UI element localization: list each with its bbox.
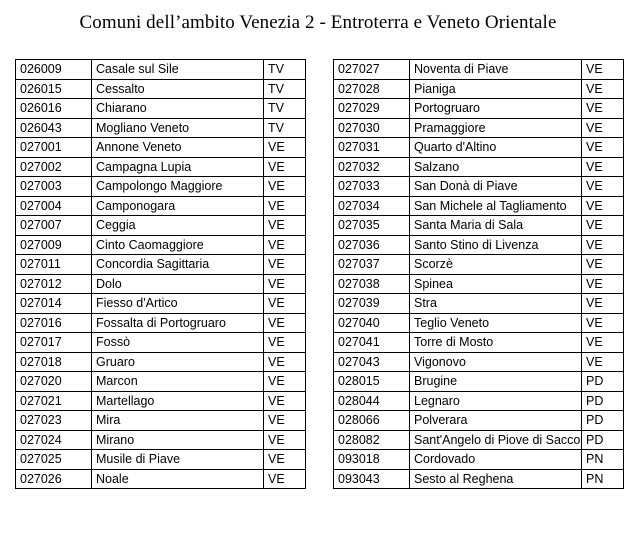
province-cell: VE [264,391,306,411]
istat-code-cell: 027040 [334,313,410,333]
istat-code-cell: 027028 [334,79,410,99]
istat-code-cell: 027021 [16,391,92,411]
istat-code-cell: 027018 [16,352,92,372]
comune-name-cell: Marcon [92,372,264,392]
province-cell: VE [264,352,306,372]
province-cell: VE [582,216,624,236]
province-cell: VE [582,138,624,158]
province-cell: PD [582,391,624,411]
province-cell: VE [582,313,624,333]
province-cell: VE [264,196,306,216]
table-row [16,79,306,99]
comune-name-cell: Cordovado [410,450,582,470]
comune-name-cell: Sant'Angelo di Piove di Sacco [410,430,582,450]
istat-code-cell: 027002 [16,157,92,177]
istat-code-cell: 027039 [334,294,410,314]
province-cell: VE [582,294,624,314]
comune-name-cell: Brugine [410,372,582,392]
istat-code-cell: 027038 [334,274,410,294]
table-row [334,333,624,353]
comune-name-cell: Pianiga [410,79,582,99]
comune-name-cell: Salzano [410,157,582,177]
comune-name-cell: Fiesso d'Artico [92,294,264,314]
comune-name-cell: Cinto Caomaggiore [92,235,264,255]
comune-name-cell: Ceggia [92,216,264,236]
comune-name-cell: San Donà di Piave [410,177,582,197]
province-cell: VE [582,99,624,119]
table-row [16,235,306,255]
istat-code-cell: 027037 [334,255,410,275]
istat-code-cell: 026016 [16,99,92,119]
comune-name-cell: Campagna Lupia [92,157,264,177]
table-row [16,216,306,236]
province-cell: VE [582,118,624,138]
province-cell: VE [264,313,306,333]
table-row [16,352,306,372]
province-cell: VE [264,450,306,470]
istat-code-cell: 027024 [16,430,92,450]
province-cell: PD [582,430,624,450]
table-row [334,118,624,138]
table-row [16,469,306,489]
table-row [334,177,624,197]
province-cell: TV [264,60,306,80]
table-row [334,411,624,431]
istat-code-cell: 027043 [334,352,410,372]
province-cell: VE [582,274,624,294]
comune-name-cell: Noale [92,469,264,489]
table-row [16,138,306,158]
province-cell: VE [264,274,306,294]
table-row [334,372,624,392]
table-row [334,274,624,294]
istat-code-cell: 027025 [16,450,92,470]
table-row [16,177,306,197]
province-cell: VE [264,411,306,431]
comune-name-cell: Mogliano Veneto [92,118,264,138]
istat-code-cell: 027033 [334,177,410,197]
province-cell: VE [264,177,306,197]
province-cell: VE [264,333,306,353]
istat-code-cell: 027026 [16,469,92,489]
istat-code-cell: 027034 [334,196,410,216]
comuni-table-left [15,59,306,489]
comune-name-cell: Mirano [92,430,264,450]
istat-code-cell: 026015 [16,79,92,99]
table-row [334,294,624,314]
province-cell: VE [264,235,306,255]
table-row [16,99,306,119]
comune-name-cell: Santo Stino di Livenza [410,235,582,255]
table-row [334,138,624,158]
province-cell: VE [582,79,624,99]
istat-code-cell: 027009 [16,235,92,255]
province-cell: VE [582,177,624,197]
province-cell: VE [264,138,306,158]
province-cell: VE [264,255,306,275]
comune-name-cell: Teglio Veneto [410,313,582,333]
province-cell: VE [582,352,624,372]
comune-name-cell: Fossalta di Portogruaro [92,313,264,333]
comune-name-cell: Quarto d'Altino [410,138,582,158]
table-row [334,391,624,411]
istat-code-cell: 028015 [334,372,410,392]
comune-name-cell: Santa Maria di Sala [410,216,582,236]
istat-code-cell: 027030 [334,118,410,138]
istat-code-cell: 027020 [16,372,92,392]
istat-code-cell: 027014 [16,294,92,314]
comune-name-cell: Legnaro [410,391,582,411]
comune-name-cell: Fossò [92,333,264,353]
comune-name-cell: Campolongo Maggiore [92,177,264,197]
province-cell: PD [582,372,624,392]
table-row [16,274,306,294]
province-cell: VE [264,469,306,489]
istat-code-cell: 027012 [16,274,92,294]
province-cell: TV [264,118,306,138]
table-row [334,255,624,275]
table-row [334,216,624,236]
istat-code-cell: 028066 [334,411,410,431]
comune-name-cell: San Michele al Tagliamento [410,196,582,216]
comune-name-cell: Dolo [92,274,264,294]
comune-name-cell: Martellago [92,391,264,411]
comune-name-cell: Mira [92,411,264,431]
istat-code-cell: 027016 [16,313,92,333]
comune-name-cell: Vigonovo [410,352,582,372]
comune-name-cell: Pramaggiore [410,118,582,138]
page-title: Comuni dell’ambito Venezia 2 - Entroterra e Veneto Orientale [79,12,557,33]
istat-code-cell: 027023 [16,411,92,431]
table-row [16,411,306,431]
province-cell: PD [582,411,624,431]
table-row [16,333,306,353]
table-row [16,255,306,275]
istat-code-cell: 027032 [334,157,410,177]
comune-name-cell: Gruaro [92,352,264,372]
istat-code-cell: 028082 [334,430,410,450]
table-row [334,313,624,333]
province-cell: PN [582,450,624,470]
istat-code-cell: 093018 [334,450,410,470]
province-cell: VE [264,216,306,236]
table-row [334,196,624,216]
table-row [334,60,624,80]
comune-name-cell: Noventa di Piave [410,60,582,80]
table-row [334,430,624,450]
comune-name-cell: Camponogara [92,196,264,216]
comune-name-cell: Polverara [410,411,582,431]
istat-code-cell: 027041 [334,333,410,353]
istat-code-cell: 027003 [16,177,92,197]
istat-code-cell: 026043 [16,118,92,138]
table-row [334,469,624,489]
comune-name-cell: Portogruaro [410,99,582,119]
comune-name-cell: Torre di Mosto [410,333,582,353]
table-row [16,391,306,411]
istat-code-cell: 028044 [334,391,410,411]
province-cell: TV [264,79,306,99]
province-cell: VE [582,60,624,80]
province-cell: VE [264,372,306,392]
table-row [334,79,624,99]
province-cell: VE [264,430,306,450]
istat-code-cell: 093043 [334,469,410,489]
province-cell: VE [582,196,624,216]
province-cell: VE [264,157,306,177]
istat-code-cell: 027031 [334,138,410,158]
table-row [16,430,306,450]
istat-code-cell: 027001 [16,138,92,158]
comune-name-cell: Cessalto [92,79,264,99]
comuni-table-left-body [16,60,306,489]
province-cell: VE [582,235,624,255]
province-cell: VE [582,255,624,275]
istat-code-cell: 027035 [334,216,410,236]
istat-code-cell: 026009 [16,60,92,80]
table-row [16,157,306,177]
table-row [334,352,624,372]
istat-code-cell: 027029 [334,99,410,119]
istat-code-cell: 027007 [16,216,92,236]
comune-name-cell: Casale sul Sile [92,60,264,80]
comuni-table-right-body [334,60,624,489]
table-row [334,157,624,177]
table-row [16,450,306,470]
table-row [16,294,306,314]
istat-code-cell: 027027 [334,60,410,80]
table-row [16,372,306,392]
province-cell: VE [582,333,624,353]
comune-name-cell: Musile di Piave [92,450,264,470]
comuni-table-right [333,59,624,489]
comune-name-cell: Scorzè [410,255,582,275]
istat-code-cell: 027011 [16,255,92,275]
table-row [16,313,306,333]
istat-code-cell: 027004 [16,196,92,216]
province-cell: VE [582,157,624,177]
comune-name-cell: Concordia Sagittaria [92,255,264,275]
comune-name-cell: Chiarano [92,99,264,119]
table-row [334,99,624,119]
province-cell: TV [264,99,306,119]
table-row [16,60,306,80]
province-cell: VE [264,294,306,314]
istat-code-cell: 027036 [334,235,410,255]
table-row [16,118,306,138]
comune-name-cell: Stra [410,294,582,314]
table-row [16,196,306,216]
comune-name-cell: Spinea [410,274,582,294]
comune-name-cell: Sesto al Reghena [410,469,582,489]
istat-code-cell: 027017 [16,333,92,353]
province-cell: PN [582,469,624,489]
comune-name-cell: Annone Veneto [92,138,264,158]
table-row [334,450,624,470]
table-row [334,235,624,255]
